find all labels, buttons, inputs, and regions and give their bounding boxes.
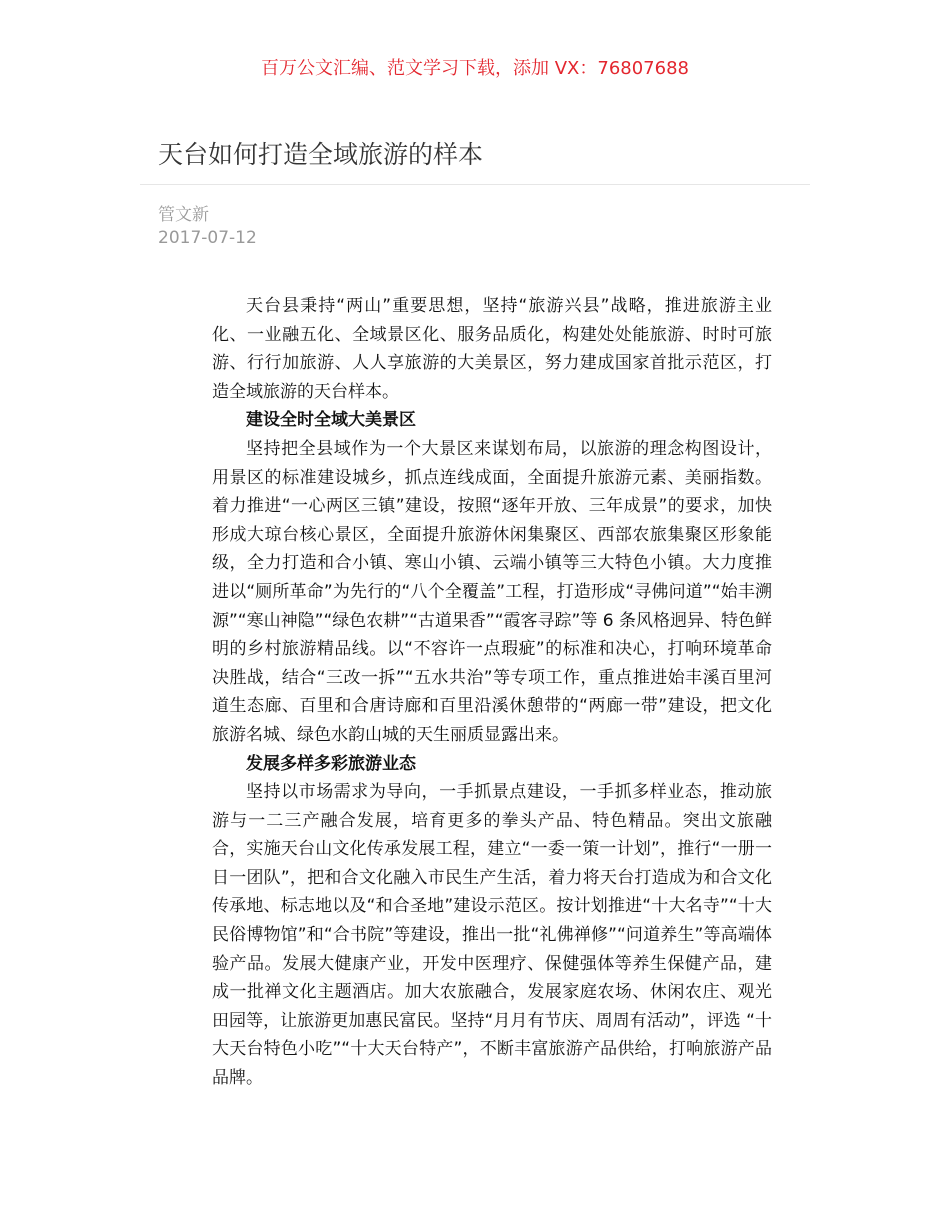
title-divider: [140, 184, 810, 185]
section-heading-tourism-formats: 发展多样多彩旅游业态: [246, 753, 416, 774]
promo-banner: 百万公文汇编、范文学习下载，添加 VX：76807688: [261, 58, 689, 79]
article-title: 天台如何打造全域旅游的样本: [158, 140, 484, 169]
section-heading-scenic-area: 建设全时全域大美景区: [246, 410, 416, 431]
article-author: 管文新: [158, 205, 209, 225]
article-date: 2017-07-12: [158, 228, 257, 248]
intro-paragraph: 天台县秉持“两山”重要思想，坚持“旅游兴县”战略，推进旅游主业化、一业融五化、全域景区化、服务品质化，构建处处能旅游、时时可旅游、行行加旅游、人人享旅游的大美景区，努力建成国家首批示范区，打造全域旅游的天台样本。: [212, 296, 772, 402]
article-body: [212, 292, 772, 1093]
section-paragraph-scenic-area: 坚持把全县域作为一个大景区来谋划布局，以旅游的理念构图设计，用景区的标准建设城乡，抓点连线成面，全面提升旅游元素、美丽指数。着力推进“一心两区三镇”建设，按照“逐年开放、三年成景”的要求，加快形成大琼台核心景区，全面提升旅游休闲集聚区、西部农旅集聚区形象能级，全力打造和合小镇、寒山小镇、云端小镇等三大特色小镇。大力度推进以“厕所革命”为先行的“八个全覆盖”工程，打造形成“寻佛问道”“始丰溯源”“寒山神隐”“绿色农耕”“古道果香”“霞客寻踪”等 6 条风格迥异、特色鲜明的乡村旅游精品线。以“不容许一点瑕疵”的标准和决心，打响环境革命决胜战，结合“三改一拆”“五水共治”等专项工作，重点推进始丰溪百里河道生态廊、百里和合唐诗廊和百里沿溪休憩带的“两廊一带”建设，把文化旅游名城、绿色水韵山城的天生丽质显露出来。: [212, 438, 772, 745]
section-paragraph-tourism-formats: 坚持以市场需求为导向，一手抓景点建设，一手抓多样业态，推动旅游与一二三产融合发展，培育更多的拳头产品、特色精品。突出文旅融合，实施天台山文化传承发展工程，建立“一委一策一计划”，推行“一册一日一团队”，把和合文化融入市民生产生活，着力将天台打造成为和合文化传承地、标志地以及“和合圣地”建设示范区。按计划推进“十大名寺”“十大民俗博物馆”和“合书院”等建设，推出一批“礼佛禅修”“问道养生”等高端体验产品。发展大健康产业，开发中医理疗、保健强体等养生保健产品，建成一批禅文化主题酒店。加大农旅融合，发展家庭农场、休闲农庄、观光田园等，让旅游更加惠民富民。坚持“月月有节庆、周周有活动”，评选 “十大天台特色小吃”“十大天台特产”，不断丰富旅游产品供给，打响旅游产品品牌。: [212, 782, 772, 1089]
